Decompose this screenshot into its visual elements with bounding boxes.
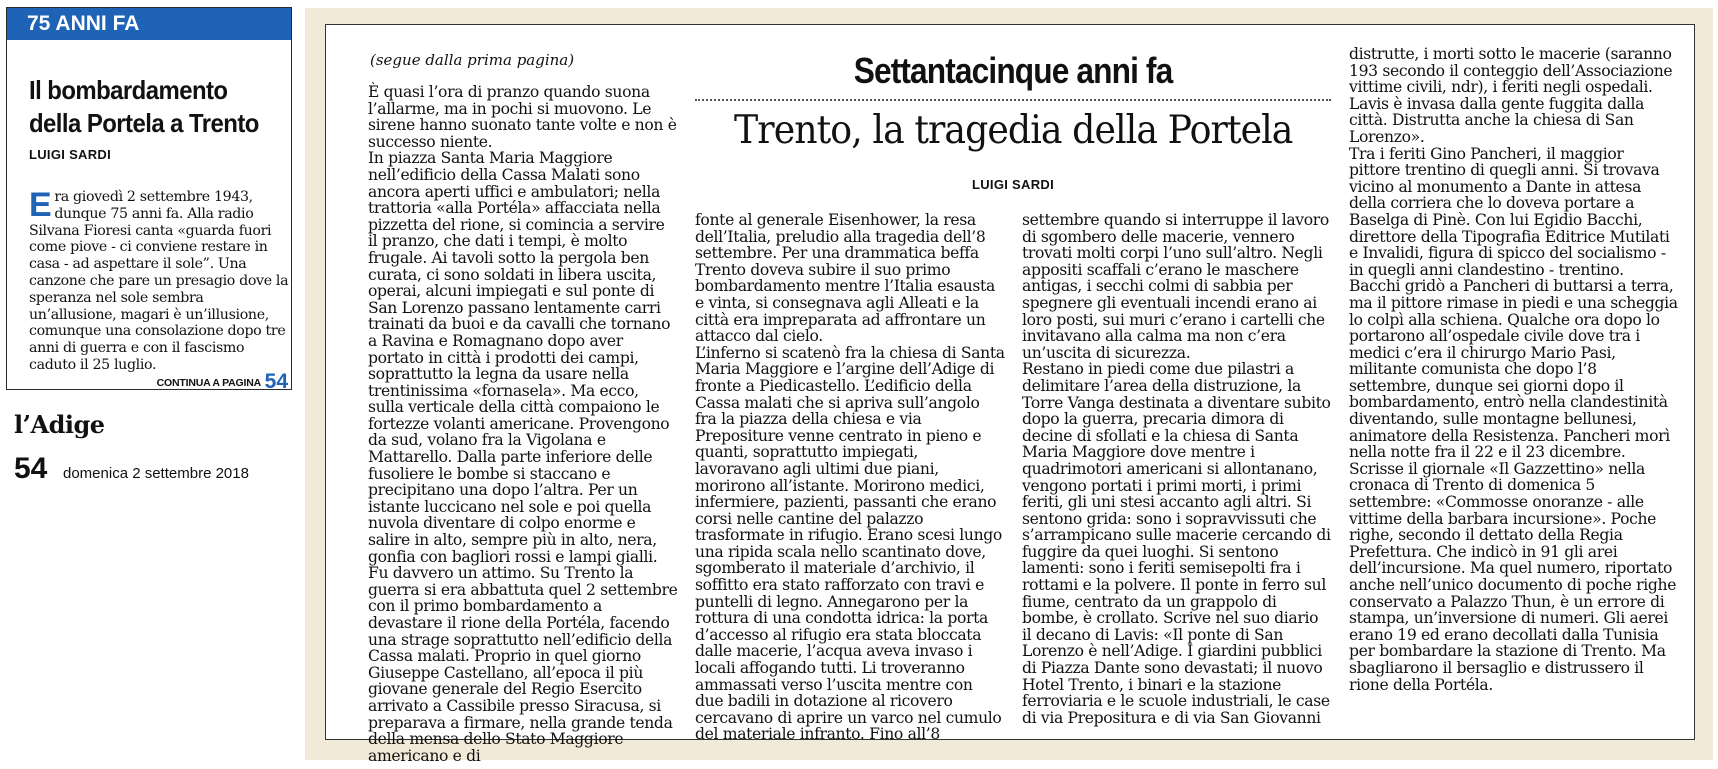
article-column-4: distrutte, i morti sotto le macerie (saranno 193 secondo il conteggio dell’Associazione vittime civili, ndr), i feriti negli ospedali. Lavis è invasa dalla gente fuggita dalla città. Distrutta anche la chiesa di San Lorenzo». Tra i feriti Gino Pancheri, il maggior pittore trentino di quegli anni. Si trovava vicino al monumento a Dante in attesa della corriera che lo doveva portare a Baselga di Pinè. Con lui Egidio Bacchi, direttore della Tipografia Editrice Mutilati e Invalidi, figura di spicco del socialismo - in quegli anni clandestino - trentino. Bacchi gridò a Pancheri di buttarsi a terra, ma il pittore rimase in piedi e una scheggia lo colpì alla schiena. Qualche ora dopo lo portarono all’ospedale civile dove tra i medici c’era il chirurgo Mario Pasi, militante comunista che dopo l’8 settembre, dunque sei giorni dopo il bombardamento, entrò nella clandestinità diventando, sulle montagne bellunesi, animatore della Resistenza. Pancheri morì nella notte fra il 22 e il 23 dicembre. Scrisse il giornale «Il Gazzettino» nella cronaca di Trento di domenica 5 settembre: «Commosse onoranze - alle vittime della barbara incursione». Poche righe, secondo il dettato della Regia Prefettura. Che indicò in 91 gli arei dell’incursione. Ma quel numero, riportato anche nell’unico documento di poche righe conservato a Palazzo Thun, è un errore di stampa, un’inversione di numeri. Gli aerei erano 19 ed erano decollati dalla Tunisia per bombardare la stazione di Trento. Ma sbagliarono il bersaglio e distrussero il rione della Portéla.	[1349, 45, 1678, 694]
article-title	[695, 108, 1331, 153]
dropcap: E	[29, 186, 52, 224]
sidebar-teaser	[6, 7, 292, 393]
page-date: domenica 2 settembre 2018	[63, 465, 249, 482]
teaser-body	[29, 186, 291, 374]
continua-page-number[interactable]: 54	[264, 370, 288, 393]
article-byline: LUIGI SARDI	[971, 177, 1055, 192]
article-kicker	[695, 50, 1331, 92]
segue-note: (segue dalla prima pagina)	[370, 51, 575, 69]
newspaper-masthead: l’Adige	[14, 410, 105, 439]
article-column-2: fonte al generale Eisenhower, la resa dell’Italia, preludio alla tragedia dell’8 settembre. Per una drammatica beffa Trento doveva subire il suo primo bombardamento mentre l’Italia esausta e vinta, si consegnava agli Alleati e la città era impreparata ad affrontare un attacco dal cielo. L’inferno si scatenò fra la chiesa di Santa Maria Maggiore e l’argine dell’Adige di fronte a Piedicastello. L’edificio della Cassa malati che si apriva sull’angolo fra la piazza della chiesa e via Prepositure venne centrato in pieno e quanti, soprattutto impiegati, lavoravano agli ultimi due piani, morirono all’istante. Morirono medici, infermiere, pazienti, passanti che erano corsi nelle cantine del palazzo trasformate in rifugio. Erano scesi lungo una ripida scala nello scantinato dove, sgomberato il materiale d’archivio, il soffitto era stato rafforzato con travi e puntelli di legno. Annegarono per la rottura di una condotta idrica: la porta d’accesso al rifugio era stata bloccata dalle macerie, l’acqua aveva invaso i locali affogando tutti. Li troveranno ammassati verso l’uscita mentre con due badili in dotazione al ricovero cercavano di aprire un varco nel cumulo del materiale infranto. Fino all’8	[695, 211, 1005, 744]
page-number: 54	[14, 452, 48, 485]
kicker-text: Settantacinque anni fa	[853, 50, 1173, 91]
section-label: 75 ANNI FA	[7, 8, 291, 40]
teaser-text: ra giovedì 2 settembre 1943, dunque 75 anni fa. Alla radio Silvana Fioresi canta «guarda fuori come piove - ci conviene restare in casa - ad aspettare il sole”. Una canzone che pare un presagio dove la speranza nel sole sembra un’allusione, magari è un’illusione, comunque una consolazione dopo tre anni di guerra e con il fascismo caduto il 25 luglio.	[29, 189, 289, 373]
teaser-headline[interactable]: Il bombardamento della Portela a Trento	[29, 75, 259, 138]
teaser-author: LUIGI SARDI	[29, 147, 112, 162]
continua-label[interactable]: CONTINUA A PAGINA	[156, 377, 261, 389]
article-column-3: settembre quando si interruppe il lavoro di sgombero delle macerie, vennero trovati molti corpi l’uno sull’altro. Negli appositi scaffali c’erano le maschere antigas, i secchi colmi di sabbia per spegnere gli eventuali incendi erano ai loro posti, sui muri c’erano i cartelli che invitavano alla calma ma non c’era un’uscita di sicurezza. Restano in piedi come due pilastri a delimitare l’area della distruzione, la Torre Vanga destinata a diventare subito dopo la guerra, precaria dimora di decine di sfollati e la chiesa di Santa Maria Maggiore dove mentre i quadrimotori americani si allontanano, vengono portati i primi morti, i primi feriti, gli uni stesi accanto agli altri. Si sentono grida: sono i sopravvissuti che s’arrampicano sulle macerie cercando di fuggire da quei luoghi. Si sentono lamenti: sono i feriti semisepolti fra i rottami e la polvere. Il ponte in ferro sul fiume, centrato da un grappolo di bombe, è crollato. Scrive nel suo diario il decano di Lavis: «Il ponte di San Lorenzo è nell’Adige. I giardini pubblici di Piazza Dante sono devastati; il nuovo Hotel Trento, i binari e la stazione ferroviaria e le scuole industriali, le case di via Prepositura e di via San Giovanni	[1022, 211, 1331, 727]
article-column-1: È quasi l’ora di pranzo quando suona l’allarme, ma in pochi si muovono. Le sirene hanno suonato tante volte e non è successo niente. In piazza Santa Maria Maggiore nell’edificio della Cassa Malati sono ancora aperti uffici e ambulatori; nella trattoria «alla Portéla» affacciata nella pizzetta del rione, si comincia a servire il pranzo, che dati i tempi, è molto frugale. Ai tavoli sotto la pergola ben curata, ci sono soldati in libera uscita, operai, alcuni impiegati e sul ponte di San Lorenzo passano lentamente carri trainati da buoi e da cavalli che tornano a Ravina e Romagnano dopo aver portato in città i prodotti dei campi, soprattutto la legna da usare nella trentinissima «fornasela». Ma ecco, sulla verticale della città compaiono le fortezze volanti americane. Provengono da sud, volano fra la Vigolana e Mattarello. Dalla parte inferiore delle fusoliere le bombe si staccano e precipitano una dopo l’altra. Per un istante luccicano nel sole e poi quella nuvola diventare di colpo enorme e salire in alto, sempre più in alto, nera, gonfia con bagliori rossi e lampi gialli. Fu davvero un attimo. Su Trento la guerra si era abbattuta quel 2 settembre con il primo bombardamento a devastare il rione della Portéla, facendo una strage soprattutto nell’edificio della Cassa malati. Proprio in quel giorno Giuseppe Castellano, all’epoca il più giovane generale del Regio Esercito arrivato a Cassibile presso Siracusa, si preparava a firmare, nella grande tenda della mensa dello Stato Maggiore americano e di	[368, 83, 678, 765]
dotted-divider	[695, 99, 1331, 101]
title-text: Trento, la tragedia della Portela	[733, 108, 1293, 153]
